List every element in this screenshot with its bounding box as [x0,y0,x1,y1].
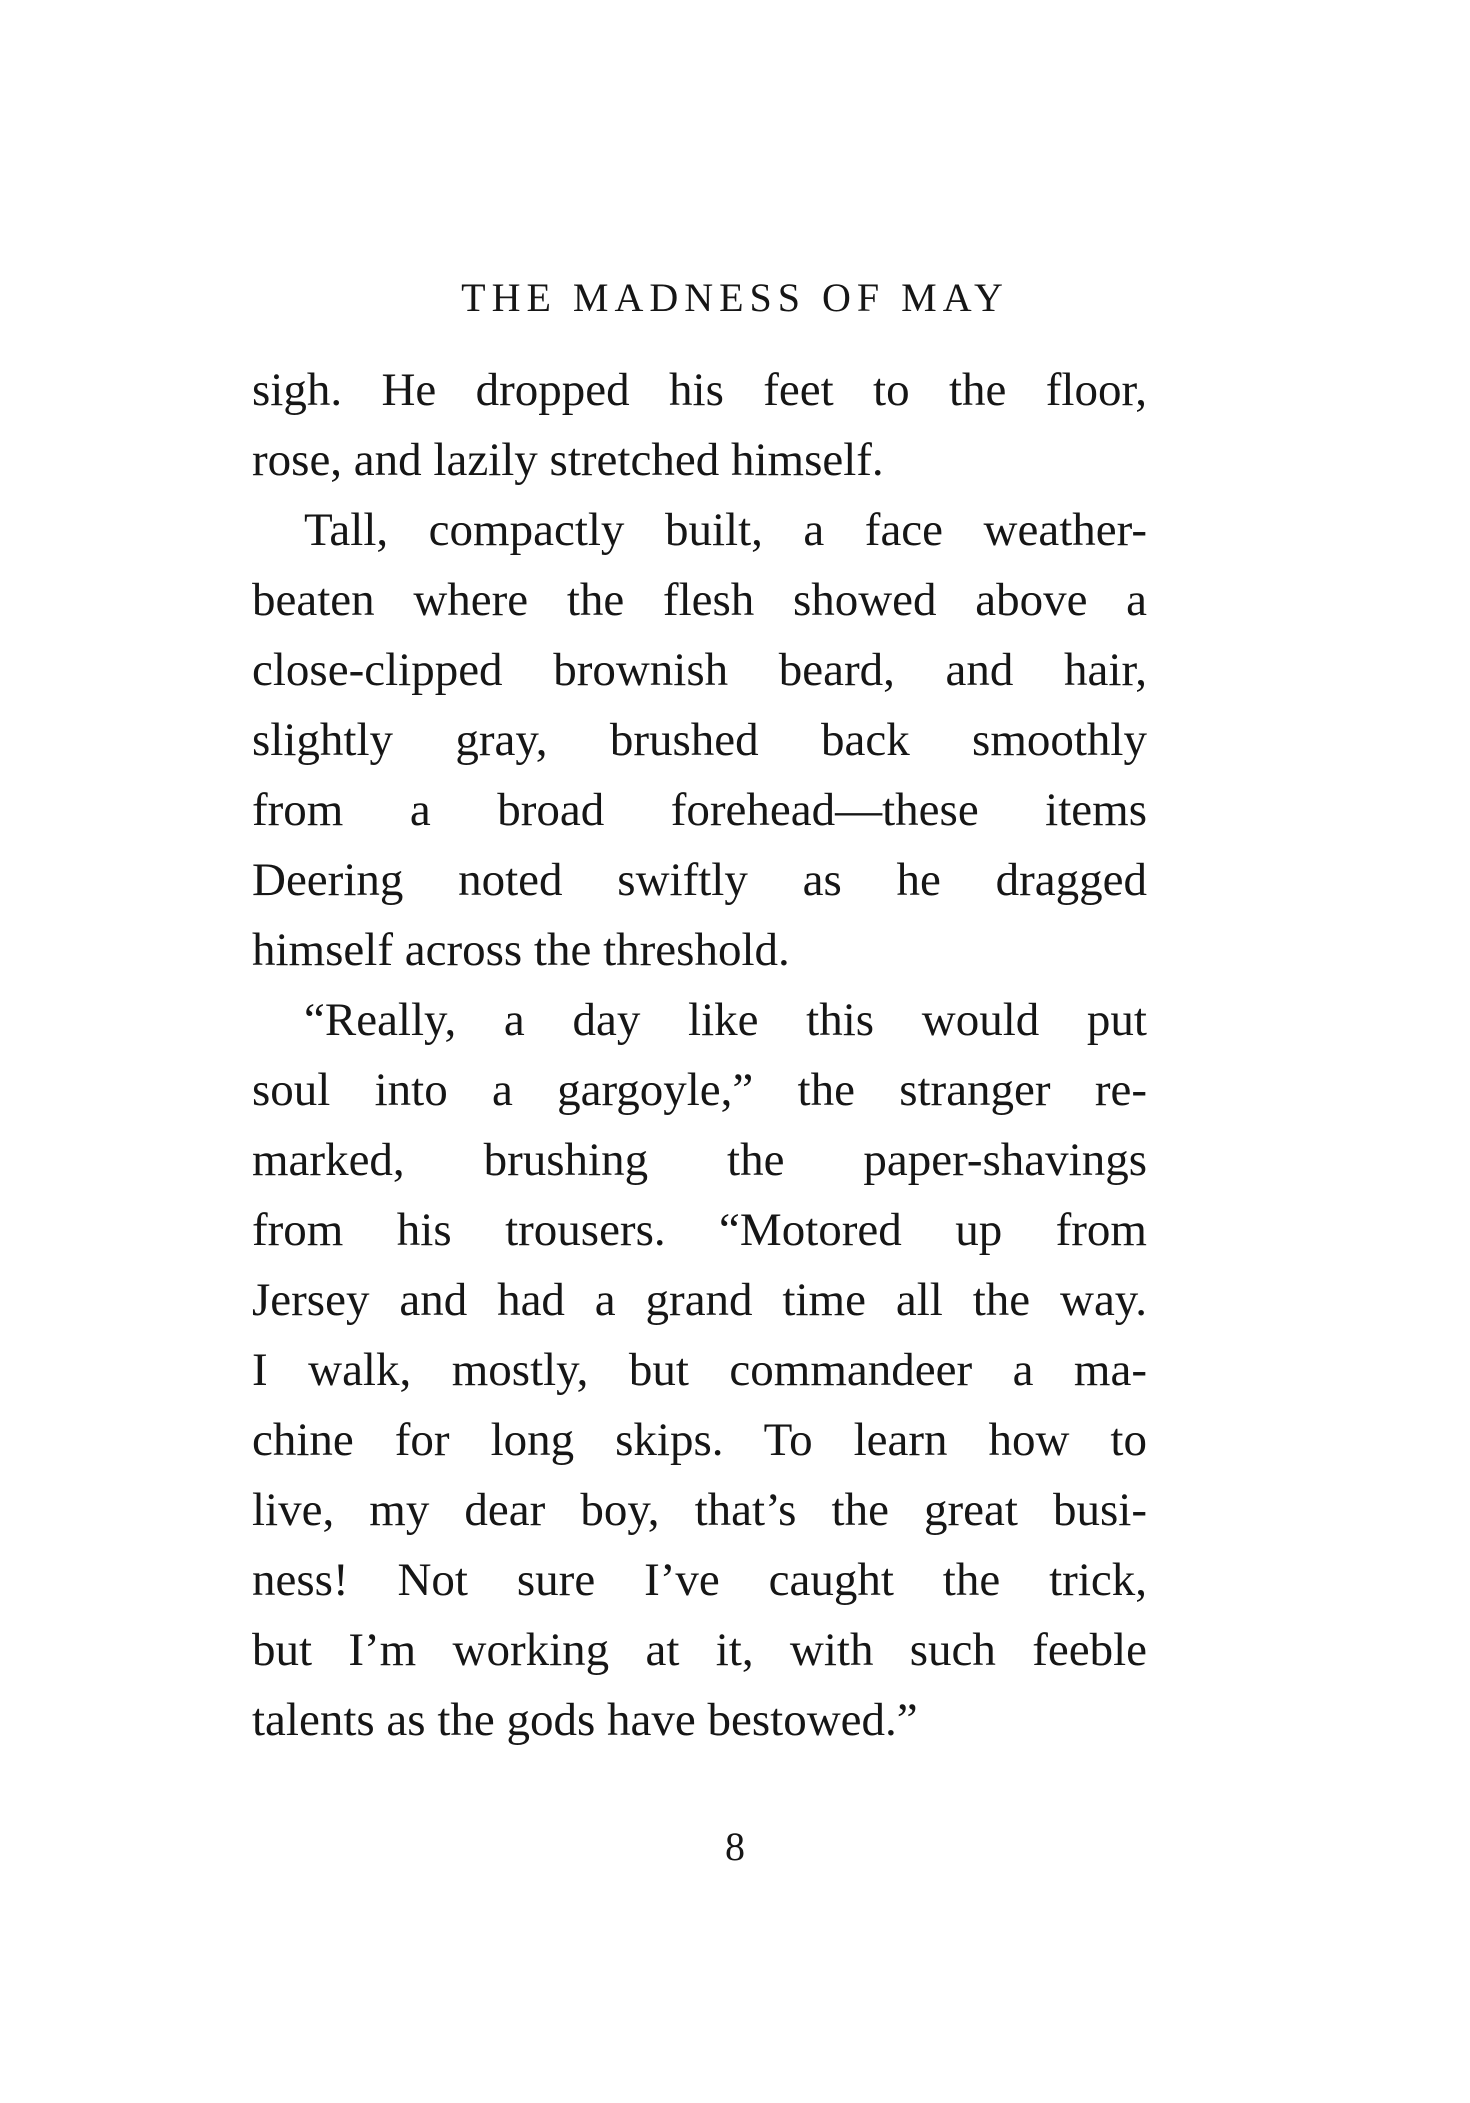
text-line: from a broad forehead—these items [252,784,1147,836]
text-line: “Really, a day like this would put [304,994,1147,1046]
text-line: Tall, compactly built, a face weather- [304,504,1147,556]
page-number: 8 [725,1824,745,1869]
body-text [252,355,1147,1755]
text-line: beaten where the flesh showed above a [252,574,1147,626]
text-line: himself across the threshold. [252,924,790,976]
text-line: marked, brushing the paper-shavings [252,1134,1147,1186]
text-line: ness! Not sure I’ve caught the trick, [252,1554,1147,1606]
text-line: slightly gray, brushed back smoothly [252,714,1147,766]
text-line: talents as the gods have bestowed.” [252,1694,918,1746]
text-line: Jersey and had a grand time all the way. [252,1274,1147,1326]
text-line: close-clipped brownish beard, and hair, [252,644,1147,696]
text-line: chine for long skips. To learn how to [252,1414,1147,1466]
text-line: I walk, mostly, but commandeer a ma- [252,1344,1147,1396]
paragraph [252,985,1147,1755]
text-line: Deering noted swiftly as he dragged [252,854,1147,906]
text-line: from his trousers. “Motored up from [252,1204,1147,1256]
paragraph [252,495,1147,985]
text-line: soul into a gargoyle,” the stranger re- [252,1064,1147,1116]
text-line: rose, and lazily stretched himself. [252,434,884,486]
running-head: THE MADNESS OF MAY [461,275,1009,320]
text-line: but I’m working at it, with such feeble [252,1624,1147,1676]
paragraph [252,355,1147,495]
text-line: sigh. He dropped his feet to the floor, [252,364,1147,416]
text-line: live, my dear boy, that’s the great busi- [252,1484,1147,1536]
